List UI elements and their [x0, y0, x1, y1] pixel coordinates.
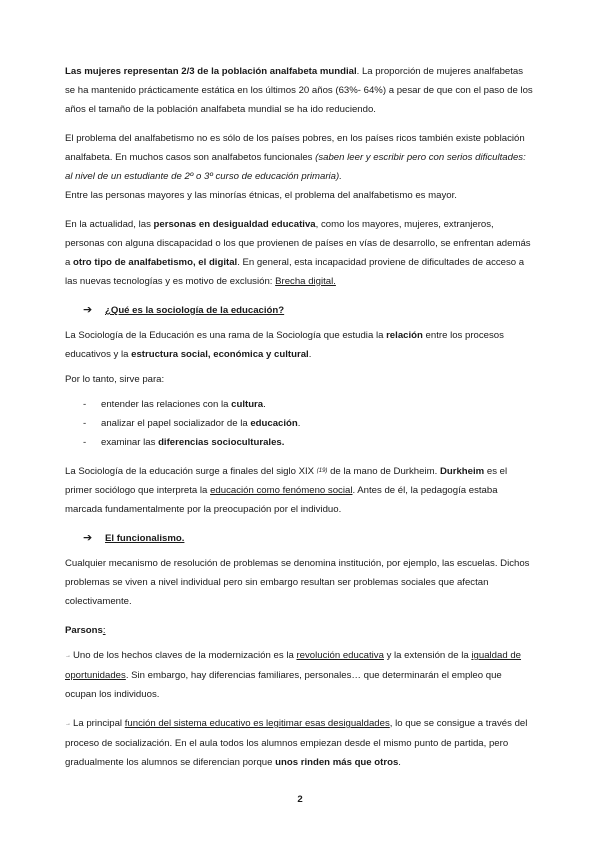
page-number: 2	[297, 794, 303, 805]
arrow-right-icon: ➔	[83, 304, 93, 316]
small-arrow-icon: →	[65, 653, 71, 659]
paragraph-illiteracy-women: Las mujeres representan 2/3 de la población analfabeta mundial. La proporción de mujeres analfabetas se ha mantenido prácticamente estática en los últimos 20 años (63%- 64%) a pesar de que con el paso de los años el tamaño de la población analfabeta mundial se ha ido reduciendo.	[65, 66, 533, 115]
paragraph-sociology-definition: La Sociología de la Educación es una rama de la Sociología que estudia la relación entre los procesos educativos y la estructura social, económica y cultural.	[65, 330, 504, 360]
paragraph-institutions: Cualquier mecanismo de resolución de problemas se denomina institución, por ejemplo, las escuelas. Dichos problemas se viven a nivel individual pero sin embargo resultan ser problemas sociales que afectan colectivamente.	[65, 558, 530, 607]
small-arrow-icon: →	[65, 721, 71, 727]
list-item: - analizar el papel socializador de la educación.	[65, 414, 535, 433]
list-item: - entender las relaciones con la cultura.	[65, 395, 535, 414]
paragraph-minorities: Entre las personas mayores y las minorías étnicas, el problema del analfabetismo es mayor.	[65, 190, 457, 201]
paragraph-digital-divide: En la actualidad, las personas en desigualdad educativa, como los mayores, mujeres, extranjeros, personas con alguna discapacidad o los que provienen de países en vías de desarrollo, se enfrentan además a otro tipo de analfabetismo, el digital. En general, esta incapacidad proviene de dificultades de acceso a las nuevas tecnologías y es motivo de exclusión: Brecha digital.	[65, 219, 531, 287]
section-heading-functionalism: ➔ El funcionalismo.	[83, 529, 535, 548]
paragraph-parsons-function: → La principal función del sistema educativo es legitimar esas desigualdades, lo que se consigue a través del proceso de socialización. En el aula todos los alumnos empiezan desde el mismo punto de partida, pero gradualmente los alumnos se diferencian porque unos rinden más que otros.	[65, 718, 528, 768]
document-body	[65, 62, 535, 772]
paragraph-purpose-intro: Por lo tanto, sirve para:	[65, 374, 165, 385]
list-item: - examinar las diferencias socioculturales.	[65, 433, 535, 452]
paragraph-parsons-modernization: → Uno de los hechos claves de la modernización es la revolución educativa y la extensión de la igualdad de oportunidades. Sin embargo, hay diferencias familiares, personales… que determinarán el empleo que ocupan los individuos.	[65, 650, 522, 700]
arrow-right-icon: ➔	[83, 532, 93, 544]
section-heading-sociology: ➔ ¿Qué es la sociología de la educación?	[83, 301, 535, 320]
paragraph-functional-illiteracy: El problema del analfabetismo no es sólo de los países pobres, en los países ricos también existe población analfabeta. En muchos casos son analfabetos funcionales (saben leer y escribir pero con serios dificultades: al nivel de un estudiante de 2º o 3º curso de educación primaria).	[65, 133, 526, 182]
dash-bullet: -	[83, 399, 87, 410]
dash-bullet: -	[83, 437, 87, 448]
digital-divide-term: Brecha digital.	[275, 276, 336, 287]
dash-bullet: -	[83, 418, 87, 429]
parsons-heading: Parsons:	[65, 625, 106, 636]
paragraph-durkheim: La Sociología de la educación surge a finales del siglo XIX $^{(19)}$ de la mano de Durkheim. Durkheim es el primer sociólogo que interpreta la educación como fenómeno social. Antes de él, la pedagogía estaba marcada fundamentalmente por la preocupación por el individuo.	[65, 466, 508, 515]
